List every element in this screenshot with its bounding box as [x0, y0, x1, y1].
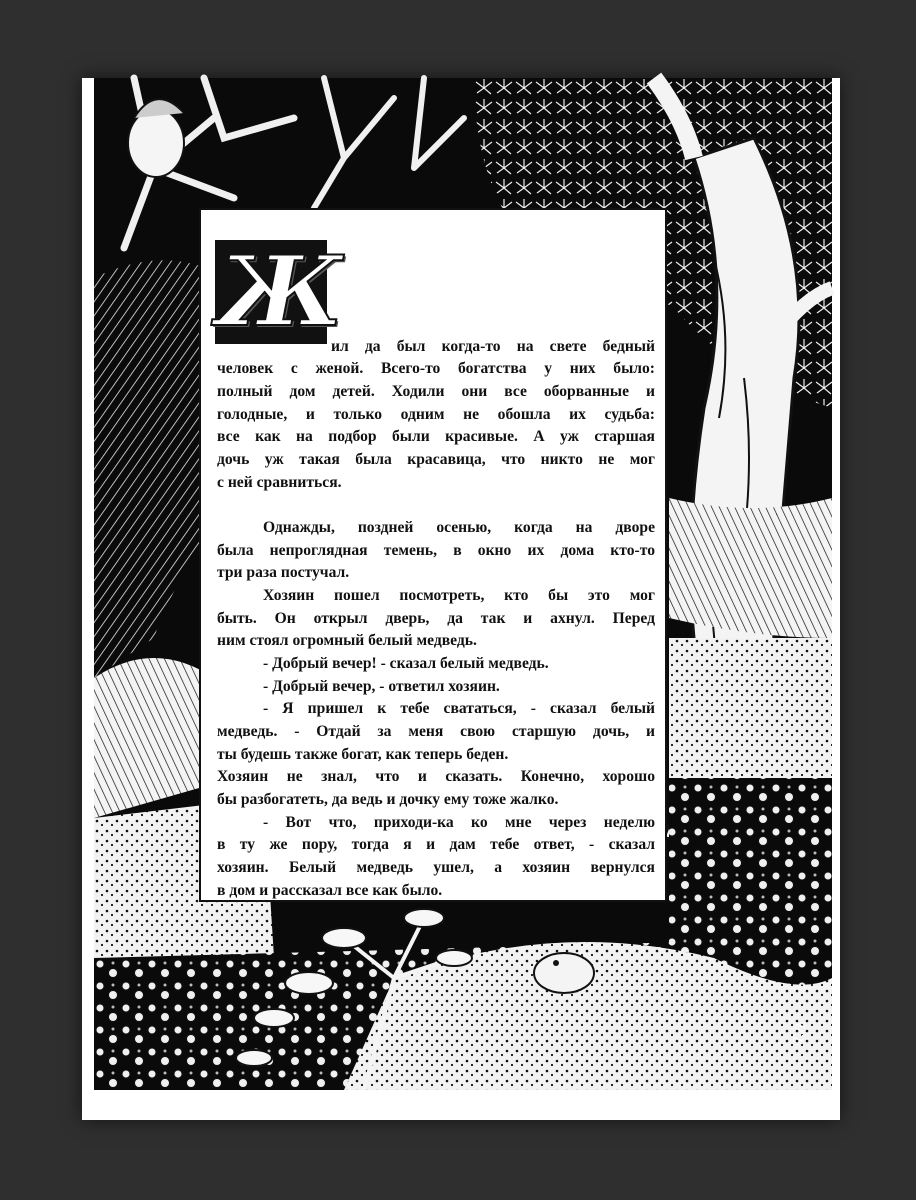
text-line: - Добрый вечер! - сказал белый медведь. — [263, 655, 549, 672]
drop-cap-letter: Ж — [217, 235, 343, 348]
text-line: бы разбогатеть, да ведь и дочку ему тоже жалко. — [217, 791, 559, 808]
text-line: дочь уж такая была красавица, что никто не мог — [217, 451, 655, 468]
text-line: Хозяин пошел посмотреть, кто бы это мог — [263, 587, 655, 604]
text-line: голодные, и только одним не обошла их судьба: — [217, 406, 655, 423]
text-line: была непроглядная темень, в окно их дома кто-то — [217, 542, 655, 559]
text-line: человек с женой. Всего-то богатства у них было: — [217, 360, 655, 377]
text-line: в ту же пору, тогда я и дам тебе ответ, - сказал — [217, 836, 655, 853]
forest-illustration — [94, 78, 832, 1090]
text-line: три раза постучал. — [217, 564, 350, 581]
text-line: ил да был когда-то на свете бедный — [331, 338, 655, 355]
text-line: полный дом детей. Ходили они все оборванные и — [217, 383, 655, 400]
text-line: хозяин. Белый медведь ушел, а хозяин вернулся — [217, 859, 655, 876]
text-line: - Вот что, приходи-ка ко мне через неделю — [263, 814, 655, 831]
artist-signature: Т.Л. — [790, 1019, 810, 1045]
book-page — [82, 78, 840, 1120]
text-line: в дом и рассказал все как было. — [217, 882, 443, 899]
text-line: с ней сравниться. — [217, 474, 342, 491]
text-line: - Добрый вечер, - ответил хозяин. — [263, 678, 500, 695]
text-line: ним стоял огромный белый медведь. — [217, 632, 477, 649]
text-line: ты будешь также богат, как теперь беден. — [217, 746, 509, 763]
drop-cap-ornament — [215, 235, 343, 348]
text-line: - Я пришел к тебе свататься, - сказал белый — [263, 700, 655, 717]
text-line: медведь. - Отдай за меня свою старшую дочь, и — [217, 723, 655, 740]
story-text-panel — [199, 208, 667, 902]
text-line: Однажды, поздней осенью, когда на дворе — [263, 519, 655, 536]
text-line: Хозяин не знал, что и сказать. Конечно, хорошо — [217, 768, 655, 785]
text-line: быть. Он открыл дверь, да так и ахнул. Перед — [217, 610, 655, 627]
text-line: все как на подбор были красивые. А уж старшая — [217, 428, 655, 445]
